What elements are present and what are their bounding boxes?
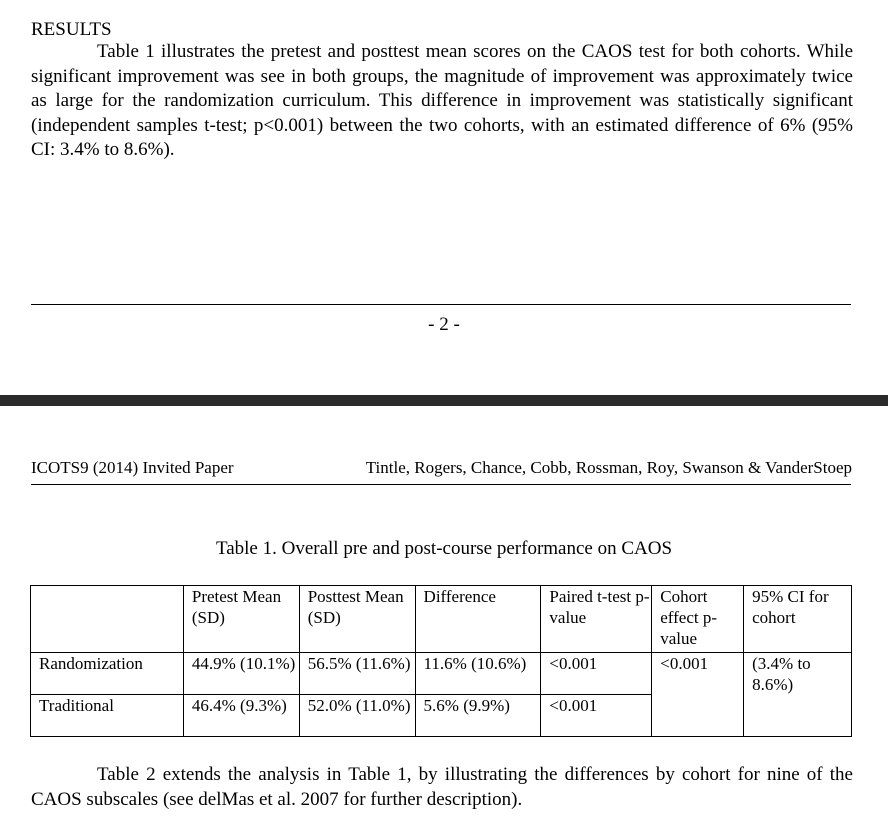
- header-cell: Posttest Mean (SD): [299, 586, 415, 653]
- page-separator: [0, 395, 888, 406]
- cohort-effect-cell: <0.001: [652, 653, 744, 737]
- header-cell: Pretest Mean (SD): [183, 586, 299, 653]
- header-cell: Paired t-test p-value: [541, 586, 652, 653]
- table-cell: 44.9% (10.1%): [183, 653, 299, 695]
- table-header-row: [31, 586, 852, 653]
- table2-paragraph-text: Table 2 extends the analysis in Table 1, by illustrating the differences by cohort for nine of the CAOS subscales (see delMas et al. 2007 for further description).: [31, 764, 853, 810]
- header-rule: [31, 484, 851, 485]
- footer-rule: [31, 304, 851, 305]
- running-header-right: Tintle, Rogers, Chance, Cobb, Rossman, Roy, Swanson & VanderStoep: [365, 458, 852, 477]
- results-table: [30, 585, 852, 737]
- header-cell: Difference: [415, 586, 541, 653]
- header-cell: [31, 586, 184, 653]
- ci-cohort-cell: (3.4% to 8.6%): [744, 653, 852, 737]
- table-cell: 5.6% (9.9%): [415, 695, 541, 737]
- table-cell: 56.5% (11.6%): [299, 653, 415, 695]
- table-cell: 11.6% (10.6%): [415, 653, 541, 695]
- results-paragraph: [31, 40, 853, 163]
- table-cell: 46.4% (9.3%): [183, 695, 299, 737]
- table-cell: 52.0% (11.0%): [299, 695, 415, 737]
- header-cell: Cohort effect p-value: [652, 586, 744, 653]
- table-cell: <0.001: [541, 653, 652, 695]
- previous-page: [0, 0, 888, 395]
- table-cell: <0.001: [541, 695, 652, 737]
- running-header-left: ICOTS9 (2014) Invited Paper: [31, 458, 234, 477]
- section-heading: RESULTS: [31, 19, 112, 40]
- row-label: Randomization: [31, 653, 184, 695]
- row-label: Traditional: [31, 695, 184, 737]
- table2-paragraph: [31, 763, 853, 812]
- page-number: - 2 -: [428, 314, 460, 335]
- table-row: [31, 653, 852, 695]
- header-cell: 95% CI for cohort: [744, 586, 852, 653]
- table-caption: Table 1. Overall pre and post-course performance on CAOS: [215, 538, 673, 559]
- results-paragraph-text: Table 1 illustrates the pretest and posttest mean scores on the CAOS test for both cohorts. While significant improvement was see in both groups, the magnitude of improvement was approximately twice as large for the randomization curriculum. This difference in improvement was statistically significant (independent samples t-test; p<0.001) between the two cohorts, with an estimated difference of 6% (95% CI: 3.4% to 8.6%).: [31, 41, 853, 160]
